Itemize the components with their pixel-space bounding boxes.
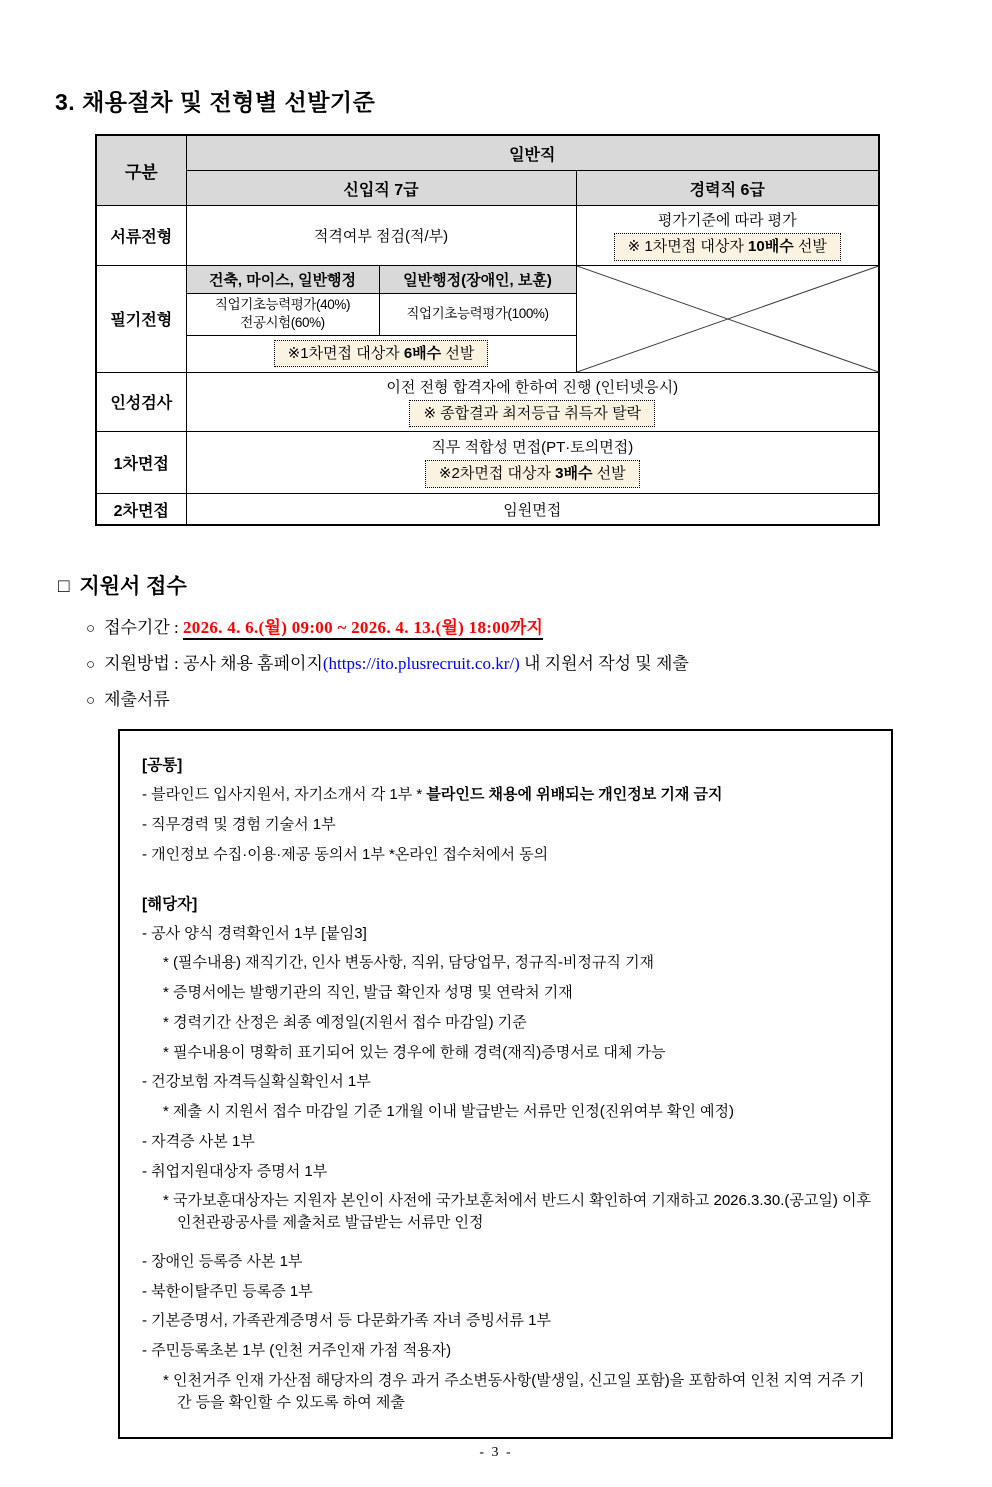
list-item: - 취업지원대상자 증명서 1부	[142, 1162, 328, 1180]
submission-documents-box	[118, 729, 893, 1439]
row-label-first-interview: 1차면접	[96, 432, 186, 494]
written-subheader-left: 건축, 마이스, 일반행정	[186, 265, 379, 293]
list-subitem: * (필수내용) 재직기간, 인사 변동사항, 직위, 담당업무, 정규직-비정규직 기재	[163, 954, 655, 972]
eligible-section-heading: [해당자]	[142, 895, 198, 913]
cell-personality: 이전 전형 합격자에 한하여 진행 (인터넷응시) ※ 종합결과 최저등급 취득자 탈락	[186, 372, 879, 432]
application-period-value: 2026. 4. 6.(월) 09:00 ~ 2026. 4. 13.(월) 18:00까지	[183, 618, 543, 640]
written-note-box: ※1차면접 대상자 6배수 선발	[274, 340, 489, 368]
list-item: - 직무경력 및 경험 기술서 1부	[142, 816, 336, 833]
circle-bullet-icon: ○	[86, 692, 96, 709]
selection-criteria-table	[95, 134, 880, 526]
written-note-cell	[186, 335, 576, 372]
list-item: - 장애인 등록증 사본 1부	[142, 1252, 303, 1270]
square-bullet-icon: □	[58, 576, 70, 597]
submission-documents-line: ○ 제출서류	[86, 689, 170, 709]
common-section-heading: [공통]	[142, 757, 183, 775]
list-item: - 건강보험 자격득실확실확인서 1부	[142, 1073, 371, 1091]
docs-exp-note-box: ※ 1차면접 대상자 10배수 선발	[614, 233, 841, 261]
circle-bullet-icon: ○	[86, 621, 96, 637]
row-label-personality-test: 인성검사	[96, 372, 186, 432]
list-item: - 공사 양식 경력확인서 1부 [붙임3]	[142, 924, 367, 942]
col-header-general: 일반직	[186, 135, 879, 171]
circle-bullet-icon: ○	[86, 656, 96, 673]
docs-exp-text: 평가기준에 따라 평가	[657, 212, 797, 229]
col-header-category: 구분	[96, 135, 186, 206]
section-heading-application: □ 지원서 접수	[58, 575, 187, 598]
list-subitem: * 제출 시 지원서 접수 마감일 기준 1개월 이내 발급받는 서류만 인정(진위여부 확인 예정)	[163, 1103, 735, 1120]
written-subheader-right: 일반행정(장애인, 보훈)	[379, 265, 576, 293]
personality-note-box: ※ 종합결과 최저등급 취득자 탈락	[409, 400, 655, 428]
x-mark-icon	[577, 266, 879, 372]
first-interview-note-box: ※2차면접 대상자 3배수 선발	[425, 460, 640, 488]
cell-docs-new: 적격여부 점검(적/부)	[186, 206, 576, 266]
list-item: - 자격증 사본 1부	[142, 1132, 255, 1150]
list-subitem: * 필수내용이 명확히 표기되어 있는 경우에 한해 경력(재직)증명서로 대체 가능	[163, 1043, 666, 1061]
list-subitem: * 국가보훈대상자는 지원자 본인이 사전에 국가보훈처에서 반드시 확인하여 기재하고 2026.3.30.(공고일) 이후 인천관광공사를 제출처로 발급받는 서류만 인정	[163, 1192, 872, 1231]
written-content-right: 직업기초능력평가(100%)	[379, 293, 576, 335]
application-period-line: ○ 접수기간 : 2026. 4. 6.(월) 09:00 ~ 2026. 4. 13.(월) 18:00까지	[86, 616, 992, 641]
list-subitem: * 증명서에는 발행기관의 직인, 발급 확인자 성명 및 연락처 기재	[163, 984, 573, 1001]
recruit-site-link[interactable]: (https://ito.plusrecruit.co.kr/)	[322, 653, 520, 673]
col-header-exp-grade6: 경력직 6급	[576, 171, 879, 206]
list-subitem: * 인천거주 인재 가산점 해당자의 경우 과거 주소변동사항(발생일, 신고일 포함)을 포함하여 인천 지역 거주 기간 등을 확인할 수 있도록 하여 제출	[163, 1371, 865, 1411]
row-label-document-screening: 서류전형	[96, 206, 186, 266]
cell-first-interview: 직무 적합성 면접(PT·토의면접) ※2차면접 대상자 3배수 선발	[186, 432, 879, 494]
application-info-list	[86, 616, 992, 712]
application-method-line: ○ 지원방법 : 공사 채용 홈페이지(https://ito.plusrecruit.co.kr/) 내 지원서 작성 및 제출	[86, 653, 689, 673]
list-item: - 개인정보 수집·이용·제공 동의서 1부 *온라인 접수처에서 동의	[142, 845, 549, 863]
list-subitem: * 경력기간 산정은 최종 예정일(지원서 접수 마감일) 기준	[163, 1013, 527, 1031]
row-label-second-interview: 2차면접	[96, 494, 186, 526]
list-item: - 북한이탈주민 등록증 1부	[142, 1282, 313, 1300]
crossed-out-cell	[576, 265, 879, 372]
list-item: - 기본증명서, 가족관계증명서 등 다문화가족 자녀 증빙서류 1부	[142, 1312, 551, 1330]
list-item: - 블라인드 입사지원서, 자기소개서 각 1부 * 블라인드 채용에 위배되는 개인정보 기재 금지	[142, 786, 723, 804]
written-content-left: 직업기초능력평가(40%) 전공시험(60%)	[186, 293, 379, 335]
list-item: - 주민등록초본 1부 (인천 거주인재 가점 적용자)	[142, 1342, 452, 1359]
row-label-written-test: 필기전형	[96, 265, 186, 372]
page-title: 3. 채용절차 및 전형별 선발기준	[55, 89, 376, 115]
page-number: - 3 -	[479, 1445, 513, 1460]
cell-second-interview: 임원면접	[186, 494, 879, 526]
col-header-new-grade7: 신입직 7급	[186, 171, 576, 206]
cell-docs-exp	[576, 206, 879, 266]
